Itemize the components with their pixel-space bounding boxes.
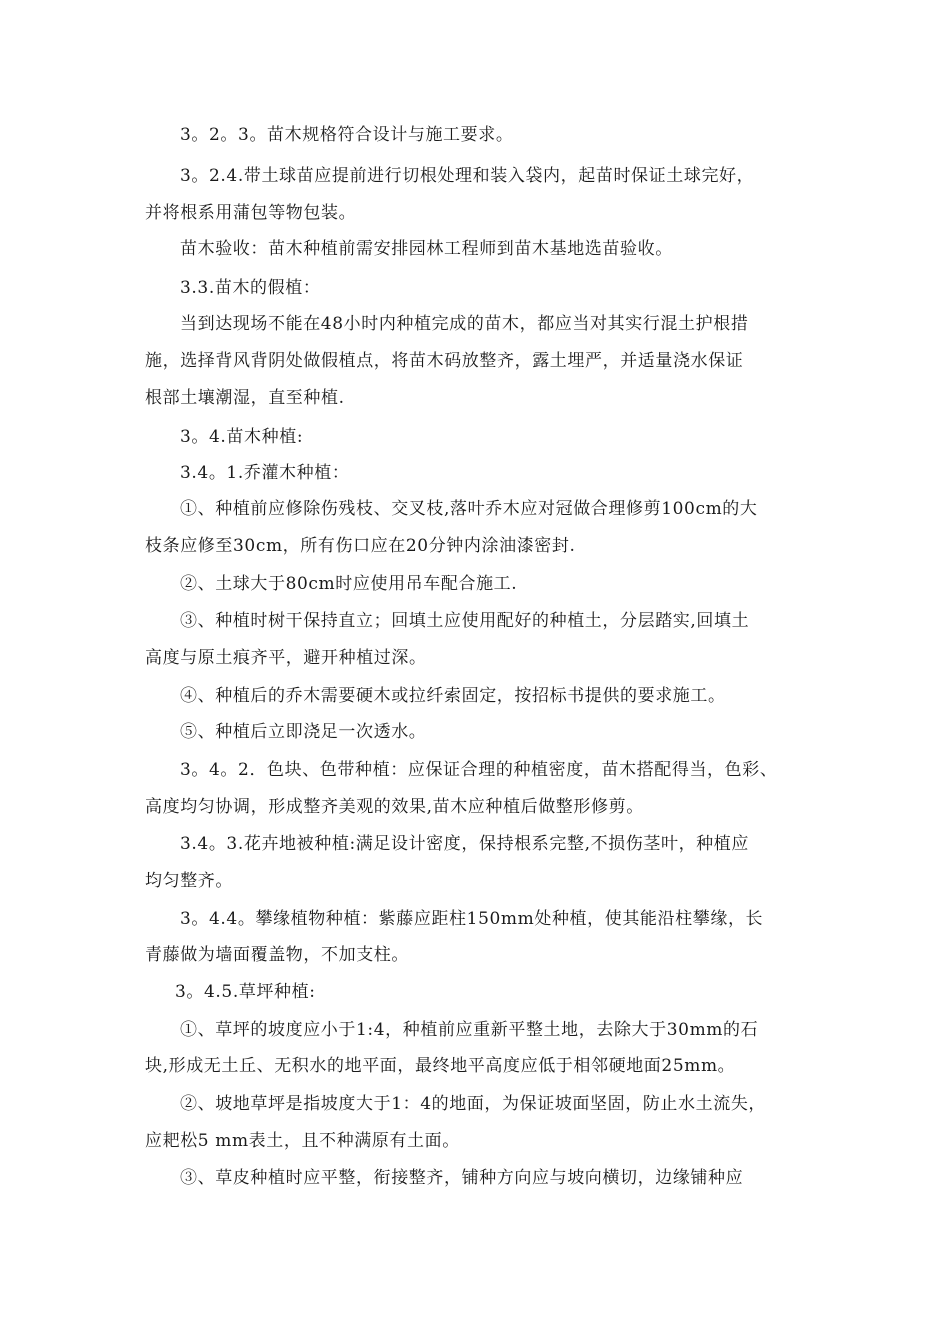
text-line: 高度与原土痕齐平，避开种植过深。 xyxy=(145,648,427,668)
text-line: 并将根系用蒲包等物包装。 xyxy=(145,203,357,223)
text-line: 3。4.苗木种植: xyxy=(180,427,304,447)
text-line: ③、草皮种植时应平整，衔接整齐，铺种方向应与坡向横切，边缘铺种应 xyxy=(180,1168,744,1188)
text-line: 青藤做为墙面覆盖物，不加支柱。 xyxy=(145,945,409,965)
text-line: 施，选择背风背阴处做假植点，将苗木码放整齐，露土埋严，并适量浇水保证 xyxy=(145,351,744,371)
text-line: 3。4。2．色块、色带种植：应保证合理的种植密度，苗木搭配得当，色彩、 xyxy=(180,760,778,780)
text-line: ③、种植时树干保持直立；回填土应使用配好的种植土，分层踏实,回填土 xyxy=(180,611,750,631)
text-line: 均匀整齐。 xyxy=(145,871,233,891)
text-line: ④、种植后的乔木需要硬木或拉纤索固定，按招标书提供的要求施工。 xyxy=(180,686,726,706)
text-line: 3。2。3。苗木规格符合设计与施工要求。 xyxy=(180,125,514,145)
text-line: 3。4.5.草坪种植: xyxy=(175,982,316,1002)
text-line: 枝条应修至30cm，所有伤口应在20分钟内涂油漆密封. xyxy=(145,536,576,556)
text-line: 高度均匀协调，形成整齐美观的效果,苗木应种植后做整形修剪。 xyxy=(145,797,644,817)
text-line: 3.4。1.乔灌木种植： xyxy=(180,463,350,483)
text-line: 3.4。3.花卉地被种植:满足设计密度，保持根系完整,不损伤茎叶，种植应 xyxy=(180,834,749,854)
text-line: ①、种植前应修除伤残枝、交叉枝,落叶乔木应对冠做合理修剪100cm的大 xyxy=(180,499,758,519)
text-line: 根部土壤潮湿，直至种植. xyxy=(145,388,345,408)
text-line: 3.3.苗木的假植： xyxy=(180,278,321,298)
text-line: 块,形成无土丘、无积水的地平面，最终地平高度应低于相邻硬地面25mm。 xyxy=(145,1056,736,1076)
text-line: ①、草坪的坡度应小于1:4，种植前应重新平整土地，去除大于30mm的石 xyxy=(180,1020,759,1040)
text-line: ②、土球大于80cm时应使用吊车配合施工. xyxy=(180,574,518,594)
text-line: ⑤、种植后立即浇足一次透水。 xyxy=(180,722,427,742)
text-line: 当到达现场不能在48小时内种植完成的苗木，都应当对其实行混土护根措 xyxy=(180,314,749,334)
text-line: ②、坡地草坪是指坡度大于1：4的地面，为保证坡面坚固，防止水土流失， xyxy=(180,1094,767,1114)
text-line: 苗木验收：苗木种植前需安排园林工程师到苗木基地选苗验收。 xyxy=(180,239,673,259)
text-line: 3。2.4.带土球苗应提前进行切根处理和装入袋内，起苗时保证土球完好， xyxy=(180,166,755,186)
text-line: 应耙松5 mm表土，且不种满原有土面。 xyxy=(145,1131,460,1151)
text-line: 3。4.4。攀缘植物种植：紫藤应距柱150mm处种植，使其能沿柱攀缘，长 xyxy=(180,909,764,929)
